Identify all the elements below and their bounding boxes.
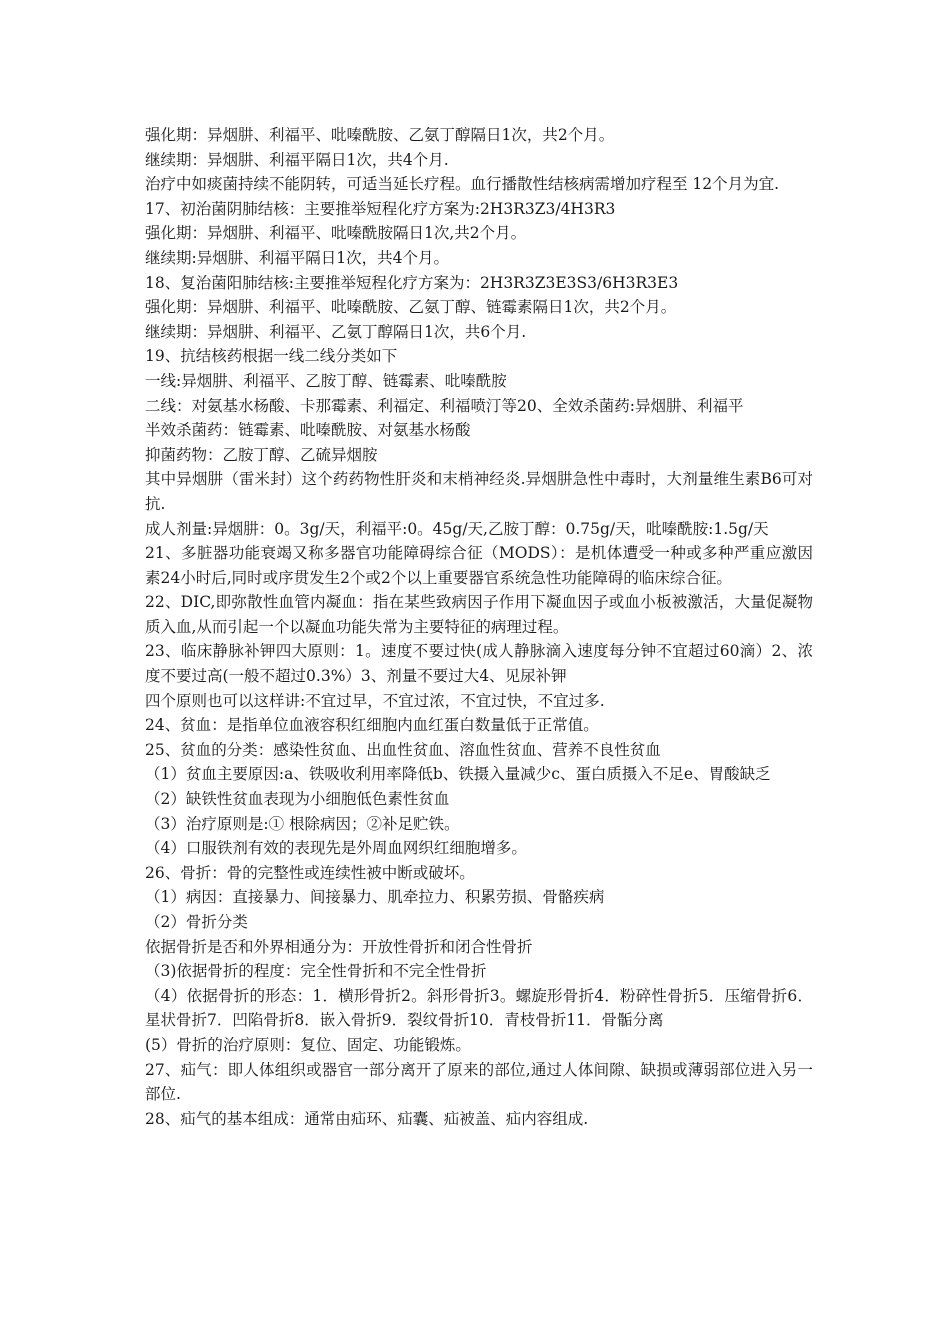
paragraph-fracture-causes: （1）病因：直接暴力、间接暴力、肌牵拉力、积累劳损、骨骼疾病 xyxy=(145,888,605,907)
paragraph-semi-bactericidal: 半效杀菌药：链霉素、吡嗪酰胺、对氨基水杨酸 xyxy=(145,421,471,440)
paragraph-isoniazid-note: 其中异烟肼（雷米封）这个药药物性肝炎和末梢神经炎.异烟肼急性中毒时，大剂量维生素B6可对抗. xyxy=(145,470,813,513)
paragraph-item-19: 19、抗结核药根据一线二线分类如下 xyxy=(145,347,398,366)
paragraph-item-25: 25、贫血的分类：感染性贫血、出血性贫血、溶血性贫血、营养不良性贫血 xyxy=(145,740,661,759)
paragraph-item-18: 18、复治菌阳肺结核:主要推举短程化疗方案为：2H3R3Z3E3S3/6H3R3E3 xyxy=(145,273,679,292)
paragraph-item-24: 24、贫血：是指单位血液容积红细胞内血红蛋白数量低于正常值。 xyxy=(145,716,599,735)
paragraph-iron-deficiency: （2）缺铁性贫血表现为小细胞低色素性贫血 xyxy=(145,790,450,809)
paragraph-continuation-phase-1: 继续期：异烟肼、利福平隔日1次，共4个月. xyxy=(145,150,449,169)
paragraph-oral-iron: （4）口服铁剂有效的表现先是外周血网织红细胞增多。 xyxy=(145,839,527,858)
paragraph-item-28: 28、疝气的基本组成：通常由疝环、疝囊、疝被盖、疝内容组成. xyxy=(145,1109,589,1128)
paragraph-anemia-causes: （1）贫血主要原因:a、铁吸收利用率降低b、铁摄入量减少c、蛋白质摄入不足e、胃酸缺乏 xyxy=(145,765,771,784)
paragraph-four-principles: 四个原则也可以这样讲:不宜过早，不宜过浓，不宜过快，不宜过多. xyxy=(145,691,605,710)
paragraph-intensive-phase-3: 强化期：异烟肼、利福平、吡嗪酰胺、乙氨丁醇、链霉素隔日1次，共2个月。 xyxy=(145,298,677,317)
paragraph-item-27: 27、疝气：即人体组织或器官一部分离开了原来的部位,通过人体间隙、缺损或薄弱部位进入另一部位. xyxy=(145,1060,813,1104)
paragraph-treatment-extension: 治疗中如痰菌持续不能阴转，可适当延长疗程。血行播散性结核病需增加疗程至 12个月为宜. xyxy=(145,175,780,194)
paragraph-intensive-phase-2: 强化期：异烟肼、利福平、吡嗪酰胺隔日1次,共2个月。 xyxy=(145,224,527,243)
paragraph-item-23: 23、临床静脉补钾四大原则：1。速度不要过快(成人静脉滴入速度每分钟不宜超过60滴）2、浓度不要过高(一般不超过0.3%）3、剂量不要过大4、见尿补钾 xyxy=(145,642,813,686)
paragraph-item-26: 26、骨折：骨的完整性或连续性被中断或破坏。 xyxy=(145,863,475,882)
paragraph-item-21: 21、多脏器功能衰竭又称多器官功能障碍综合征（MODS）：是机体遭受一种或多种严重应激因素24小时后,同时或序贯发生2个或2个以上重要器官系统急性功能障碍的临床综合征。 xyxy=(145,544,813,587)
paragraph-fracture-classification: （2）骨折分类 xyxy=(145,913,248,931)
paragraph-first-line-drugs: 一线:异烟肼、利福平、乙胺丁醇、链霉素、吡嗪酰胺 xyxy=(145,371,507,390)
paragraph-adult-dosage: 成人剂量:异烟肼：0。3g/天，利福平:0。45g/天,乙胺丁醇：0.75g/天，吡嗪酰胺:1.5g/天 xyxy=(145,519,769,538)
paragraph-intensive-phase-1: 强化期：异烟肼、利福平、吡嗪酰胺、乙氨丁醇隔日1次，共2个月。 xyxy=(145,126,615,144)
paragraph-item-22: 22、DIC,即弥散性血管内凝血：指在某些致病因子作用下凝血因子或血小板被激活，大量促凝物质入血,从而引起一个以凝血功能失常为主要特征的病理过程。 xyxy=(145,593,813,636)
paragraph-open-closed-fracture: 依据骨折是否和外界相通分为：开放性骨折和闭合性骨折 xyxy=(145,937,533,956)
document-page xyxy=(145,123,813,1131)
paragraph-bacteriostatic: 抑菌药物：乙胺丁醇、乙硫异烟胺 xyxy=(145,445,378,464)
paragraph-fracture-treatment: (5）骨折的治疗原则：复位、固定、功能锻炼。 xyxy=(145,1035,471,1054)
paragraph-fracture-degree: （3)依据骨折的程度：完全性骨折和不完全性骨折 xyxy=(145,962,487,981)
paragraph-continuation-phase-3: 继续期：异烟肼、利福平、乙氨丁醇隔日1次，共6个月. xyxy=(145,322,527,341)
paragraph-second-line-drugs: 二线：对氨基水杨酸、卡那霉素、利福定、利福喷汀等20、全效杀菌药:异烟肼、利福平 xyxy=(145,396,744,415)
paragraph-treatment-principle: （3）治疗原则是:① 根除病因；②补足贮铁。 xyxy=(145,814,460,833)
paragraph-continuation-phase-2: 继续期:异烟肼、利福平隔日1次，共4个月。 xyxy=(145,248,449,267)
paragraph-fracture-shape: （4）依据骨折的形态：1．横形骨折2。斜形骨折3。螺旋形骨折4．粉碎性骨折5．压缩骨折6．星状骨折7．凹陷骨折8．嵌入骨折9．裂纹骨折10．青枝骨折11．骨骺分离 xyxy=(145,986,813,1030)
paragraph-item-17: 17、初治菌阴肺结核：主要推举短程化疗方案为:2H3R3Z3/4H3R3 xyxy=(145,199,616,218)
